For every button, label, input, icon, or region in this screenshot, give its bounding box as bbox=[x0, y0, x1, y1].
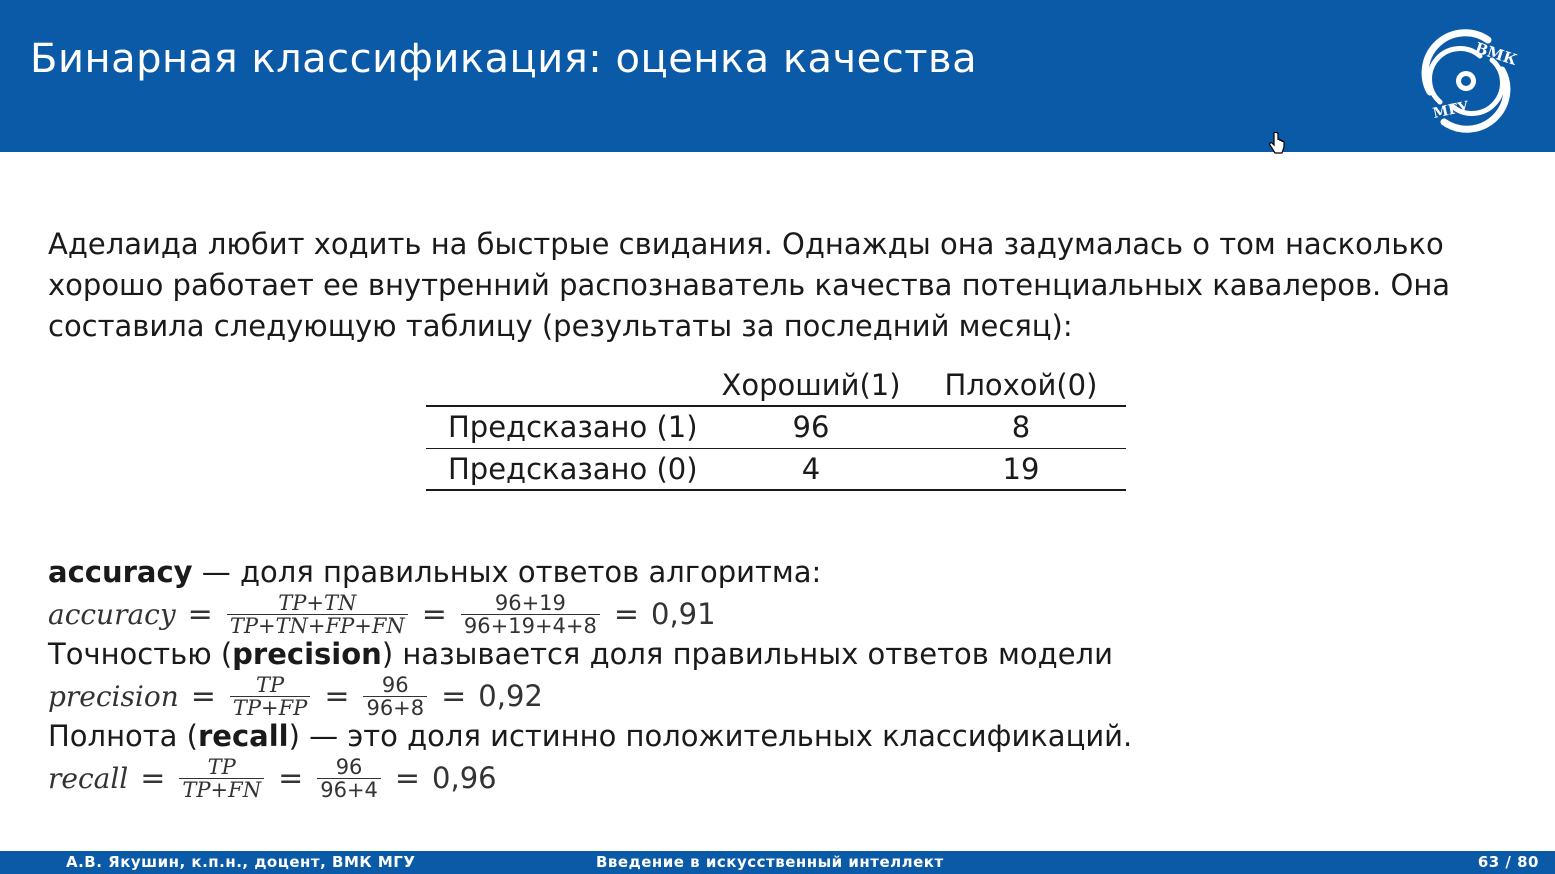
table-cell: 19 bbox=[916, 448, 1126, 490]
vmk-msu-logo-icon bbox=[1410, 22, 1522, 140]
footer-author: А.В. Якушин, к.п.н., доцент, ВМК МГУ bbox=[66, 853, 416, 871]
accuracy-definition: accuracy — доля правильных ответов алгоритма: bbox=[48, 555, 822, 589]
row-label: Предсказано (1) bbox=[426, 406, 706, 448]
fraction: $\frac{96}{96+8}$ bbox=[363, 674, 427, 719]
footer-course: Введение в искусственный интеллект bbox=[596, 853, 944, 871]
formula-result: 0,92 bbox=[478, 679, 543, 713]
formula-result: 0,96 bbox=[432, 761, 497, 795]
svg-text:ВМК: ВМК bbox=[1472, 38, 1520, 70]
equals-sign: = bbox=[441, 678, 467, 714]
fraction: $\frac{TP+TN}{TP+TN+FP+FN}$ bbox=[227, 592, 408, 637]
formula-lhs: recall bbox=[48, 761, 129, 795]
intro-line: хорошо работает ее внутренний распознаватель качества потенциальных кавалеров. Она bbox=[48, 268, 1451, 302]
formula-lhs: precision bbox=[48, 679, 179, 713]
precision-definition: Точностью (precision) называется доля правильных ответов модели bbox=[48, 637, 1113, 671]
column-header: Хороший(1) bbox=[721, 367, 901, 402]
slide-footer bbox=[0, 851, 1555, 874]
fraction: $\frac{TP}{TP+FN}$ bbox=[179, 756, 264, 801]
hand-pointer-icon bbox=[1268, 132, 1286, 158]
equals-sign: = bbox=[421, 596, 447, 632]
table-cell: 8 bbox=[916, 406, 1126, 448]
formula-result: 0,91 bbox=[651, 597, 716, 631]
fraction: $\frac{TP}{TP+FP}$ bbox=[230, 674, 310, 719]
fraction: $\frac{96}{96+4}$ bbox=[317, 756, 381, 801]
term-accuracy: accuracy bbox=[48, 555, 193, 589]
recall-definition: Полнота (recall) — это доля истинно положительных классификаций. bbox=[48, 719, 1133, 753]
footer-page-number: 63 / 80 bbox=[1477, 853, 1539, 871]
recall-formula bbox=[48, 754, 497, 802]
equals-sign: = bbox=[190, 678, 216, 714]
term-precision: precision bbox=[232, 637, 382, 671]
term-recall: recall bbox=[197, 719, 289, 753]
table-header-row bbox=[426, 364, 1126, 406]
table-row bbox=[426, 448, 1126, 490]
intro-line: Аделаида любит ходить на быстрые свидания. Однажды она задумалась о том насколько bbox=[48, 227, 1444, 261]
intro-line: составила следующую таблицу (результаты за последний месяц): bbox=[48, 309, 1073, 343]
equals-sign: = bbox=[278, 760, 304, 796]
equals-sign: = bbox=[140, 760, 166, 796]
equals-sign: = bbox=[187, 596, 213, 632]
row-label: Предсказано (0) bbox=[426, 448, 706, 490]
formula-lhs: accuracy bbox=[48, 597, 176, 631]
equals-sign: = bbox=[324, 678, 350, 714]
table-cell: 96 bbox=[706, 406, 916, 448]
slide-title: Бинарная классификация: оценка качества bbox=[30, 36, 978, 82]
equals-sign: = bbox=[613, 596, 639, 632]
equals-sign: = bbox=[394, 760, 421, 796]
intro-paragraph bbox=[48, 224, 1468, 347]
table-row bbox=[426, 406, 1126, 448]
column-header: Плохой(0) bbox=[944, 367, 1098, 402]
table-cell: 4 bbox=[706, 448, 916, 490]
precision-formula bbox=[48, 672, 543, 720]
confusion-table bbox=[426, 364, 1126, 491]
accuracy-formula bbox=[48, 590, 716, 638]
svg-text:МГУ: МГУ bbox=[1431, 98, 1471, 122]
fraction: $\frac{96+19}{96+19+4+8}$ bbox=[461, 592, 600, 637]
slide-header bbox=[0, 0, 1555, 152]
